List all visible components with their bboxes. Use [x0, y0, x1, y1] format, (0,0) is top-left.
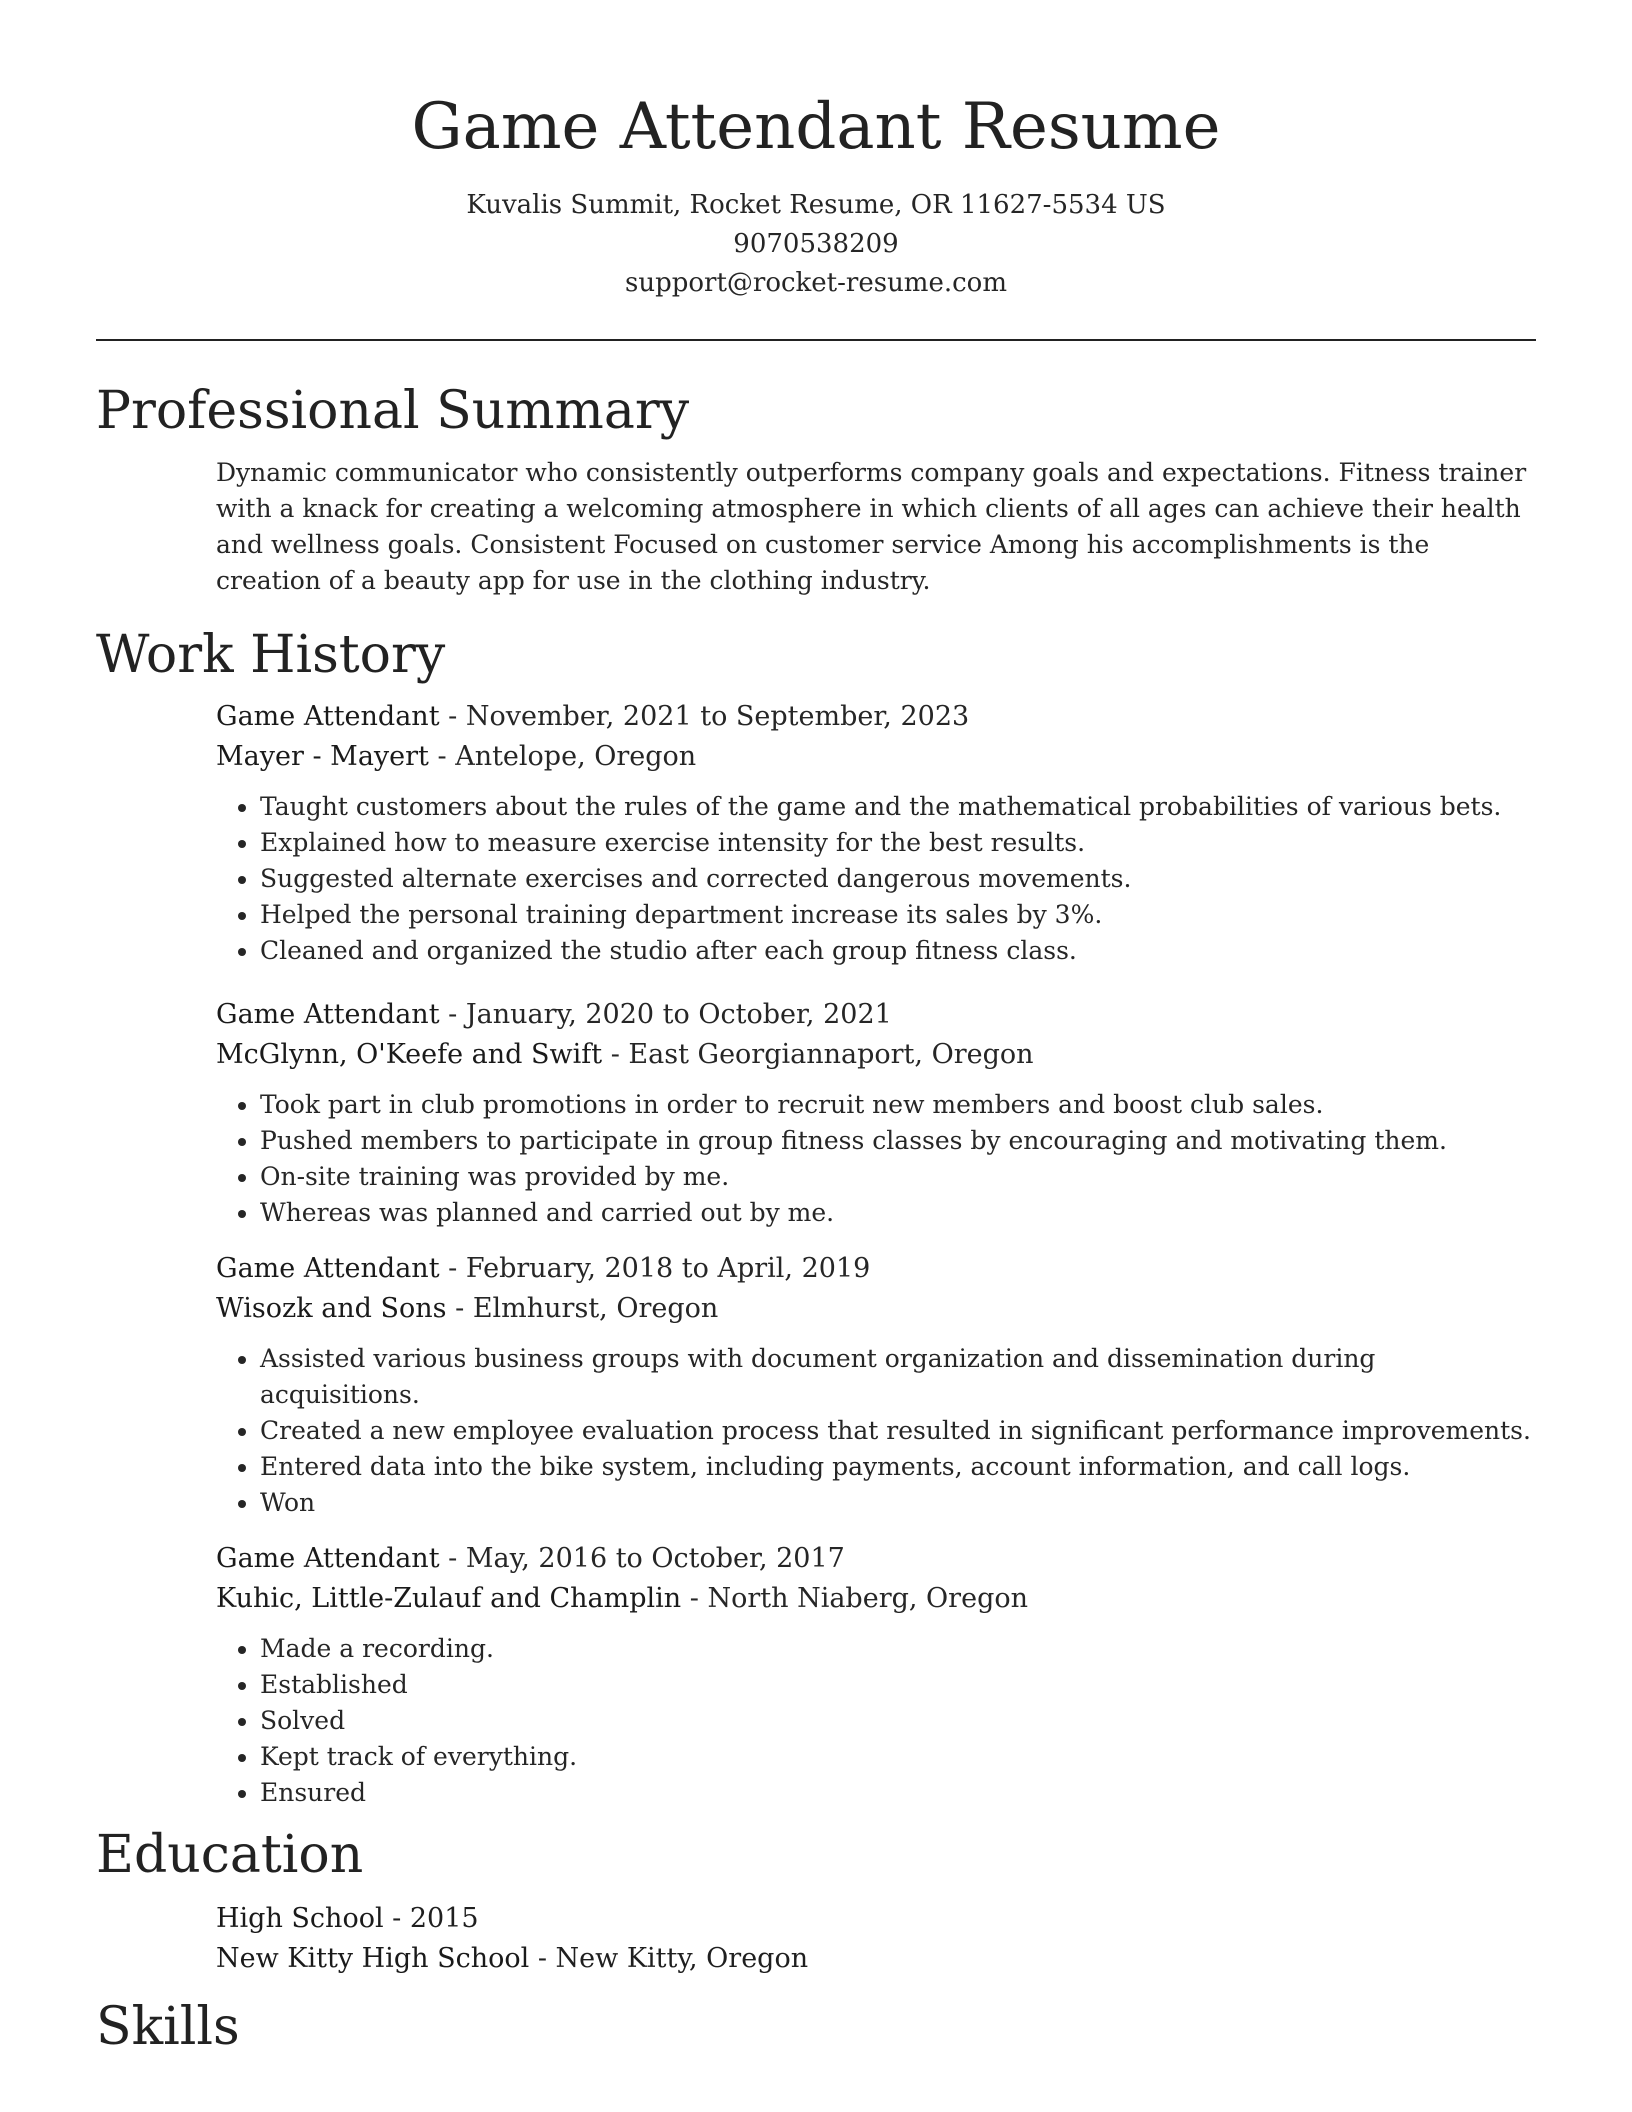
- job-entry: [216, 995, 1536, 1231]
- job-title-line: [216, 995, 1536, 1035]
- education-heading: Education: [96, 1825, 364, 1885]
- job-title: Game Attendant: [216, 1543, 440, 1574]
- contact-email: support@rocket-resume.com: [624, 268, 1007, 298]
- education-degree-line: [216, 1899, 1536, 1939]
- job-title: Game Attendant: [216, 999, 440, 1030]
- resume-page: [96, 0, 1536, 2057]
- job-company: Mayer - Mayert: [216, 741, 429, 772]
- job-location: - North Niaberg, Oregon: [681, 1583, 1028, 1614]
- list-item: • Took part in club promotions in order to recruit new members and boost club sales.: [260, 1087, 1536, 1123]
- list-item: • Suggested alternate exercises and corrected dangerous movements.: [260, 861, 1536, 897]
- job-company: Wisozk and Sons: [216, 1293, 447, 1324]
- job-dates: - November, 2021 to September, 2023: [439, 701, 970, 732]
- resume-title: Game Attendant Resume: [411, 90, 1221, 164]
- summary-text: Dynamic communicator who consistently outperforms company goals and expectations. Fitness trainer with a knack for creating a welcoming atmosphere in which clients of all ages can achieve their health and wellness goals. Consistent Focused on customer service Among his accomplishments is the creation of a beauty app for use in the clothing industry.: [216, 458, 1527, 595]
- work-history-heading: Work History: [96, 625, 446, 685]
- job-location: - Elmhurst, Oregon: [446, 1293, 719, 1324]
- list-item: • Taught customers about the rules of the game and the mathematical probabilities of various bets.: [260, 789, 1536, 825]
- education-location: - New Kitty, Oregon: [529, 1943, 809, 1974]
- job-company-line: [216, 1289, 1536, 1329]
- list-item: • Created a new employee evaluation process that resulted in significant performance improvements.: [260, 1413, 1536, 1449]
- list-item: • Cleaned and organized the studio after each group fitness class.: [260, 933, 1536, 969]
- job-company: McGlynn, O'Keefe and Swift: [216, 1039, 603, 1070]
- job-title: Game Attendant: [216, 1253, 440, 1284]
- job-bullets: [216, 1087, 1536, 1231]
- list-item: • Established: [260, 1667, 1536, 1703]
- resume-header: [96, 0, 1536, 303]
- contact-phone: 9070538209: [733, 229, 899, 259]
- list-item: • Made a recording.: [260, 1631, 1536, 1667]
- list-item: • Pushed members to participate in group fitness classes by encouraging and motivating them.: [260, 1123, 1536, 1159]
- list-item: • Kept track of everything.: [260, 1739, 1536, 1775]
- list-item: • Ensured: [260, 1775, 1536, 1811]
- job-company: Kuhic, Little-Zulauf and Champlin: [216, 1583, 682, 1614]
- education-school-line: [216, 1939, 1536, 1979]
- job-title: Game Attendant: [216, 701, 440, 732]
- education-section: [96, 1825, 1536, 1979]
- list-item: • Entered data into the bike system, including payments, account information, and call logs.: [260, 1449, 1536, 1485]
- job-title-line: [216, 1249, 1536, 1289]
- job-title-line: [216, 697, 1536, 737]
- list-item: • Solved: [260, 1703, 1536, 1739]
- job-dates: - May, 2016 to October, 2017: [439, 1543, 845, 1574]
- summary-heading: Professional Summary: [96, 381, 690, 441]
- list-item: • Helped the personal training department increase its sales by 3%.: [260, 897, 1536, 933]
- summary-section: [96, 381, 1536, 599]
- skills-section: [96, 1997, 1536, 2057]
- job-company-line: [216, 1579, 1536, 1619]
- education-degree: High School: [216, 1903, 384, 1934]
- job-dates: - January, 2020 to October, 2021: [439, 999, 892, 1030]
- list-item: • Assisted various business groups with document organization and dissemination during acquisitions.: [260, 1341, 1536, 1413]
- education-school: New Kitty High School: [216, 1943, 530, 1974]
- list-item: • Explained how to measure exercise intensity for the best results.: [260, 825, 1536, 861]
- job-title-line: [216, 1539, 1536, 1579]
- job-bullets: [216, 1631, 1536, 1811]
- list-item: • Won: [260, 1485, 1536, 1521]
- work-history-section: [96, 625, 1536, 1811]
- contact-block: [96, 186, 1536, 303]
- job-bullets: [216, 1341, 1536, 1521]
- job-company-line: [216, 737, 1536, 777]
- job-location: - East Georgiannaport, Oregon: [602, 1039, 1034, 1070]
- list-item: • Whereas was planned and carried out by me.: [260, 1195, 1536, 1231]
- header-divider: [96, 339, 1536, 341]
- contact-address: Kuvalis Summit, Rocket Resume, OR 11627-5534 US: [466, 190, 1166, 220]
- job-entry: [216, 697, 1536, 969]
- job-entry: [216, 1539, 1536, 1811]
- list-item: • On-site training was provided by me.: [260, 1159, 1536, 1195]
- education-entry: [216, 1899, 1536, 1979]
- education-year: - 2015: [383, 1903, 479, 1934]
- job-dates: - February, 2018 to April, 2019: [439, 1253, 871, 1284]
- job-entry: [216, 1249, 1536, 1521]
- job-bullets: [216, 789, 1536, 969]
- job-location: - Antelope, Oregon: [428, 741, 697, 772]
- skills-heading: Skills: [96, 1997, 240, 2057]
- job-company-line: [216, 1035, 1536, 1075]
